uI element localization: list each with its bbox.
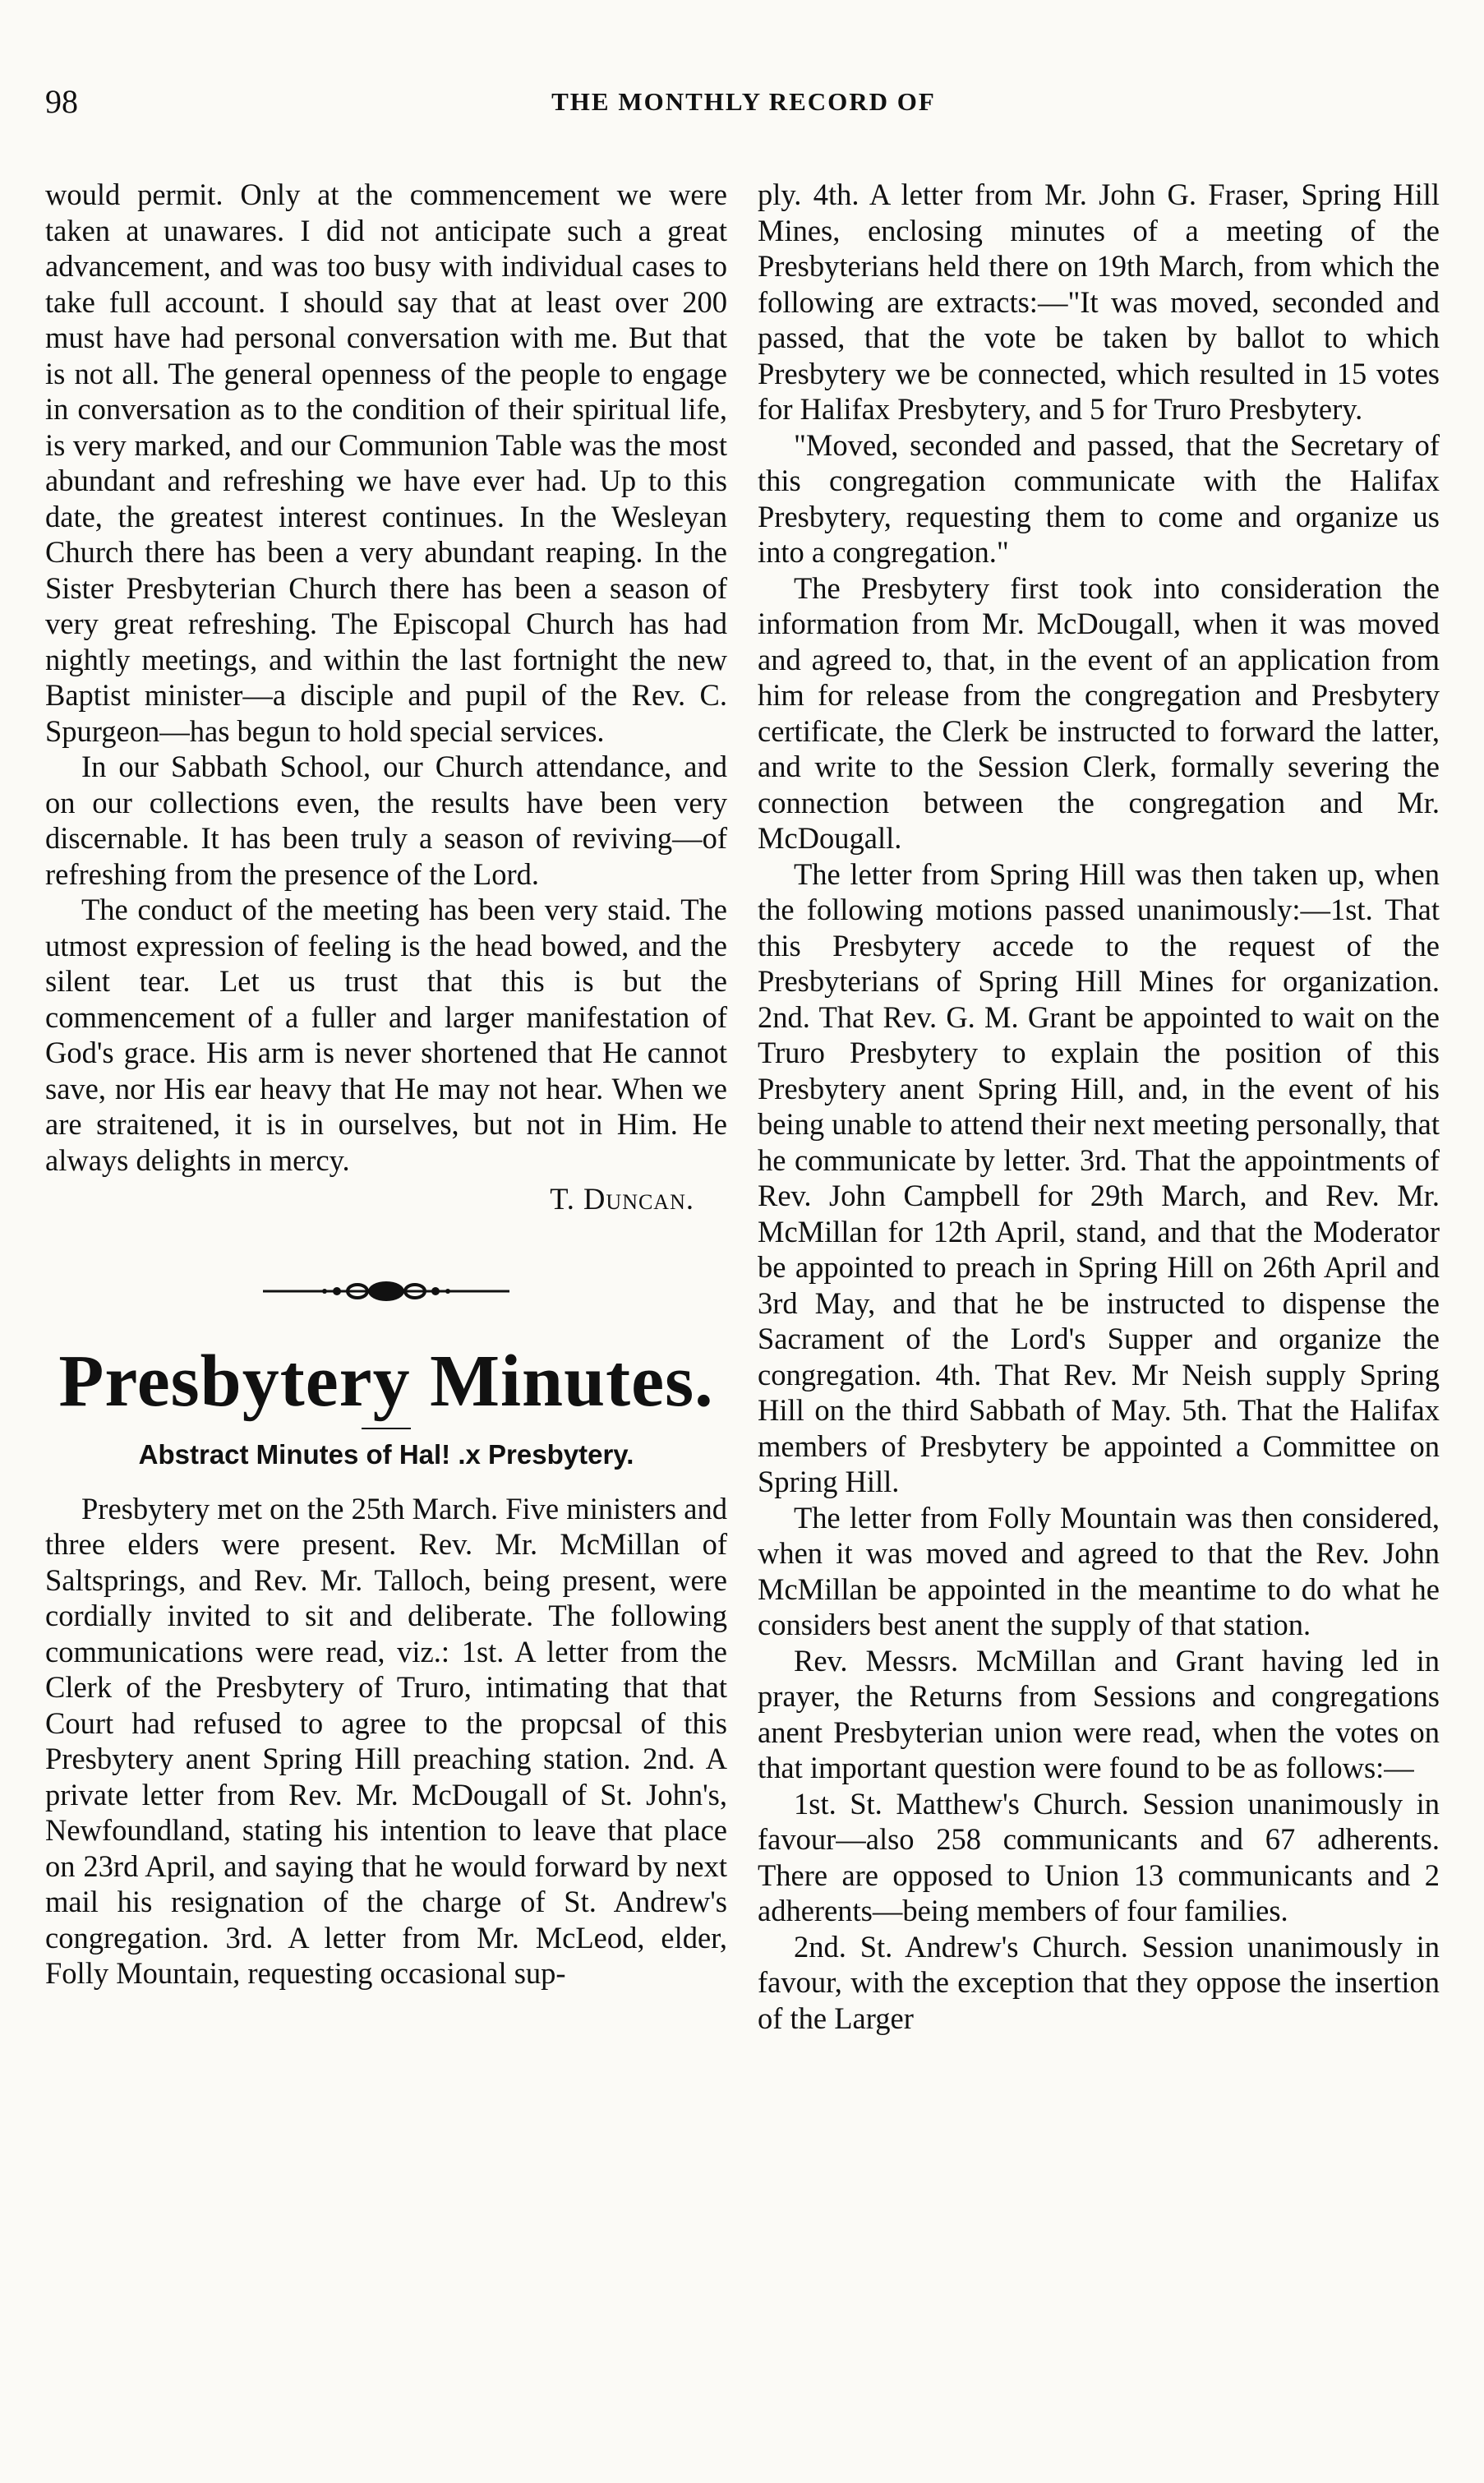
signature: T. Duncan. — [550, 1182, 694, 1216]
paragraph: ply. 4th. A letter from Mr. John G. Fraser, Spring Hill Mines, enclosing minutes of a meeting of the Presbyterians held there on 19th March, from which the following are extracts:—"It was moved, seconded and passed, that the vote be taken by ballot to which Presbytery we be connected, which resulted in 15 votes for Halifax Presbytery, and 5 for Truro Presbytery. — [758, 178, 1440, 426]
left-column — [45, 177, 727, 1991]
page-number: 98 — [45, 83, 78, 120]
paragraph: The letter from Folly Mountain was then considered, when it was moved and agreed to that the Rev. John McMillan be appointed in the meantime to do what he considers best anent the supply of that station. — [758, 1500, 1440, 1641]
divider — [362, 1428, 411, 1429]
subheading: Abstract Minutes of Hal! .x Presbytery. — [138, 1438, 634, 1470]
paragraph: Presbytery met on the 25th March. Five ministers and three elders were present. Rev. Mr. McMillan of Saltsprings, and Rev. Mr. Talloch, being present, were cordially invited to sit and deliberate. The following communications were read, viz.: 1st. A letter from the Clerk of the Presbytery of Truro, intimating that that Court had refused to agree to the propcsal of this Presbytery anent Spring Hill preaching station. 2nd. A private letter from Rev. Mr. McDougall of St. John's, Newfoundland, stating his intention to leave that place on 23rd April, and saying that he would forward by next mail his resignation of the charge of St. Andrew's congregation. 3rd. A letter from Mr. McLeod, elder, Folly Mountain, requesting occasional sup- — [45, 1491, 727, 1990]
paragraph: The Presbytery first took into consideration the information from Mr. McDougall, when it was moved and agreed to, that, in the event of an application from him for release from the congregation and Presbytery certificate, the Clerk be instructed to forward the latter, and write to the Session Clerk, formally severing the connection between the congregation and Mr. McDougall. — [758, 570, 1440, 855]
page-header — [45, 82, 1442, 132]
paragraph: The letter from Spring Hill was then taken up, when the following motions passed unanimously:—1st. That this Presbytery accede to the request of the Presbyterians of Spring Hill Mines for organization. 2nd. That Rev. G. M. Grant be appointed to wait on the Truro Presbytery to explain the position of this Presbytery anent Spring Hill, and, in the event of his being unable to attend their next meeting personally, that he communicate by letter. 3rd. That the appointments of Rev. John Campbell for 29th March, and Rev. Mr. McMillan for 12th April, stand, and that the Moderator be appointed to preach in Spring Hill on 26th April and 3rd May, and that he be instructed to dispense the Sacrament of the Lord's Supper and organize the congregation. 4th. That Rev. Mr Neish supply Spring Hill on the third Sabbath of May. 5th. That the Halifax members of Presbytery be appointed a Committee on Spring Hill. — [758, 856, 1440, 1498]
paragraph: Rev. Messrs. McMillan and Grant having led in prayer, the Returns from Sessions and congregations anent Presbyterian union were read, when the votes on that important question were found to be as follows:— — [758, 1643, 1440, 1784]
section-title: Presbytery Minutes. — [58, 1340, 714, 1422]
running-title: THE MONTHLY RECORD OF — [551, 87, 936, 116]
paragraph: 1st. St. Matthew's Church. Session unanimously in favour—also 258 communicants and 67 adherents. There are opposed to Union 13 communicants and 2 adherents—being members of four families. — [758, 1786, 1440, 1927]
paragraph: would permit. Only at the commencement we were taken at unawares. I did not anticipate such a great advancement, and was too busy with individual cases to take full account. I should say that at least over 200 must have had personal conversation with me. But that is not all. The general openness of the people to engage in conversation as to the condition of their spiritual life, is very marked, and our Communion Table was the most abundant and refreshing we have ever had. Up to this date, the greatest interest continues. In the Wesleyan Church there has been a very abundant reaping. In the Sister Presbyterian Church there has been a season of very great refreshing. The Episcopal Church has had nightly meetings, and within the last fortnight the new Baptist minister—a disciple and pupil of the Rev. C. Spurgeon—has begun to hold special services. — [45, 178, 727, 748]
paragraph: "Moved, seconded and passed, that the Secretary of this congregation communicate with the Halifax Presbytery, requesting them to come and organize us into a congregation." — [758, 427, 1440, 569]
paragraph: In our Sabbath School, our Church attendance, and on our collections even, the results have been very discernable. It has been truly a season of reviving—of refreshing from the presence of the Lord. — [45, 750, 727, 891]
paragraph: 2nd. St. Andrew's Church. Session unanimously in favour, with the exception that they oppose the insertion of the Larger — [758, 1929, 1440, 2035]
ornament-divider-icon — [263, 1275, 509, 1308]
right-column — [758, 177, 1440, 2036]
paragraph: The conduct of the meeting has been very staid. The utmost expression of feeling is the head bowed, and the silent tear. Let us trust that this is but the commencement of a fuller and larger manifestation of God's grace. His arm is never shortened that He cannot save, nor His ear heavy that He may not hear. When we are straitened, it is in ourselves, but not in Him. He always delights in mercy. — [45, 893, 727, 1177]
